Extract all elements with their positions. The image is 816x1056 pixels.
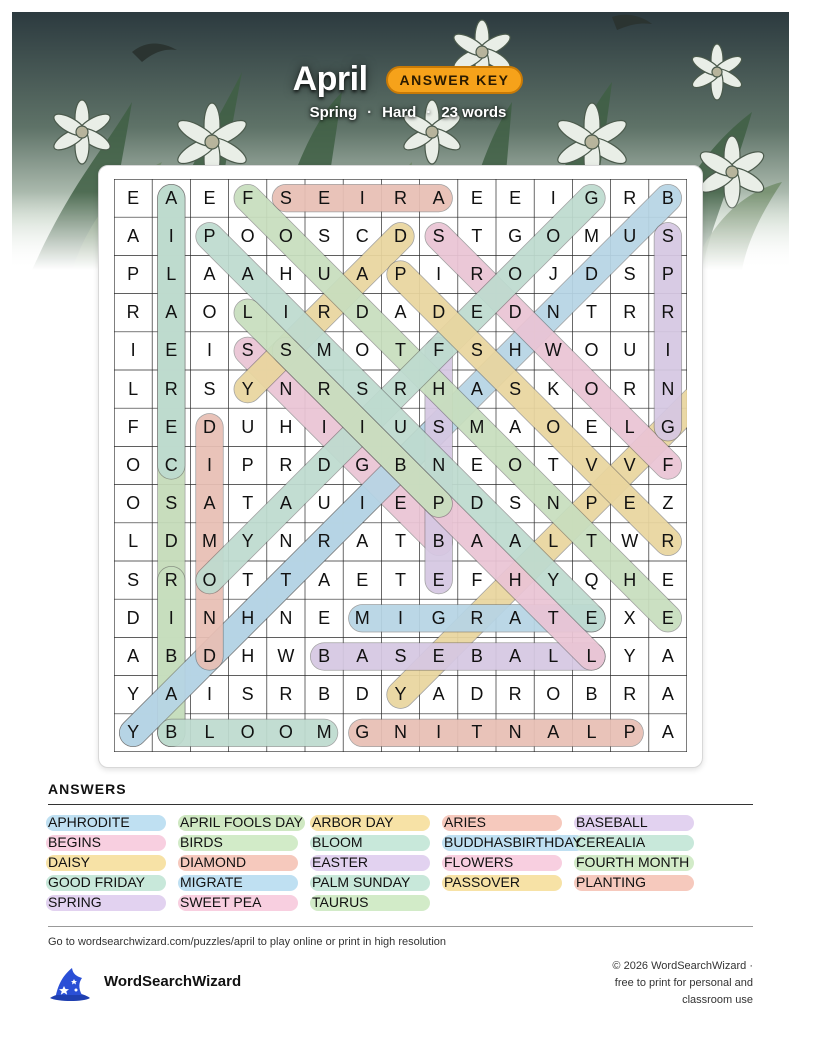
grid-cell: D [584,263,598,284]
grid-cell: I [359,187,365,208]
answer-label: MIGRATE [180,874,243,890]
grid-cell: B [165,645,178,666]
answer-word [312,832,363,852]
grid-cell: A [203,493,216,514]
grid-cell: G [660,416,675,437]
grid-cell: D [202,416,216,437]
grid-cell: P [585,493,598,514]
answer-word [48,832,101,852]
grid-cell: O [202,569,217,590]
answer-label: GOOD FRIDAY [48,874,145,890]
grid-cell: A [509,607,522,628]
grid-cell: R [164,378,178,399]
grid-cell: A [356,531,369,552]
grid-cell: N [546,493,560,514]
grid-cell: H [508,569,522,590]
grid-cell: M [583,225,599,246]
grid-cell: C [164,454,178,475]
grid-cell: I [436,722,442,743]
grid-cell: M [469,416,485,437]
answer-word [48,872,145,892]
word-search-grid [114,179,687,752]
grid-cell: A [661,645,674,666]
grid-cell: D [470,493,484,514]
grid-cell: B [661,187,674,208]
grid-cell: L [204,722,215,743]
grid-cell: H [623,569,637,590]
answer-label: BASEBALL [576,814,648,830]
answer-label: ARIES [444,814,487,830]
grid-cell: E [509,187,522,208]
answer-label: DAISY [48,854,91,870]
grid-cell: G [355,722,370,743]
grid-cell: C [355,225,369,246]
grid-cell: N [393,722,407,743]
grid-cell: T [242,493,254,514]
season-label: Spring [309,104,358,121]
grid-cell: G [431,607,446,628]
answer-label: APHRODITE [48,814,130,830]
grid-cell: R [508,684,522,705]
grid-cell: I [130,340,136,361]
grid-cell: M [316,722,332,743]
grid-cell: P [127,263,140,284]
grid-cell: I [206,454,212,475]
grid-cell: W [621,531,639,552]
grid-cell: T [242,569,254,590]
copyright-line: © 2026 WordSearchWizard · [612,960,753,972]
grid-cell: H [279,263,293,284]
grid-cell: S [127,569,140,590]
grid-cell: A [356,645,369,666]
grid-cell: R [623,187,637,208]
answer-label: PASSOVER [444,874,520,890]
grid-cell: E [432,645,445,666]
puzzle-meta [0,104,816,121]
difficulty-label: Hard [382,104,417,121]
answer-word [312,892,369,912]
grid-cell: H [432,378,446,399]
answer-label: APRIL FOOLS DAY [180,814,303,830]
grid-cell: I [206,684,212,705]
grid-cell: D [355,684,369,705]
grid-cell: D [432,302,446,323]
answer-word [180,832,223,852]
grid-cell: G [355,454,370,475]
grid-cell: L [586,645,597,666]
grid-cell: V [623,454,636,475]
grid-cell: Z [662,493,674,514]
grid-cell: A [165,187,178,208]
grid-cell: E [585,607,598,628]
grid-cell: R [661,302,675,323]
grid-cell: S [661,225,674,246]
grid-cell: A [661,722,674,743]
answer-label: BUDDHASBIRTHDAY [444,834,582,850]
grid-cell: S [241,340,254,361]
grid-cell: E [432,569,445,590]
meta-separator: · [367,104,373,121]
grid-cell: T [471,722,483,743]
grid-cell: E [318,607,331,628]
grid-cell: T [471,225,483,246]
grid-cell: S [509,378,522,399]
answer-word [576,852,689,872]
grid-cell: P [432,493,445,514]
grid-cell: S [470,340,483,361]
copyright-line: classroom use [682,994,753,1006]
answer-label: PALM SUNDAY [312,874,411,890]
grid-cell: N [546,302,560,323]
grid-cell: D [126,607,140,628]
grid-cell: G [584,187,599,208]
grid-cell: B [165,722,178,743]
grid-cell: H [279,416,293,437]
answer-word [180,852,246,872]
answer-label: TAURUS [312,894,369,910]
grid-cell: A [547,722,560,743]
answer-word [576,812,648,832]
grid-cell: D [317,454,331,475]
grid-cell: T [585,302,597,323]
grid-cell: U [393,416,407,437]
grid-cell: B [318,645,331,666]
grid-cell: B [432,531,445,552]
answer-label: PLANTING [576,874,647,890]
answer-word [576,872,646,892]
grid-cell: E [203,187,216,208]
grid-cell: T [585,531,597,552]
grid-cell: E [165,416,178,437]
grid-cell: E [127,187,140,208]
grid-cell: R [317,378,331,399]
grid-cell: B [394,454,407,475]
header-title-row [0,60,816,99]
grid-cell: P [241,454,254,475]
grid-cell: U [317,263,331,284]
wizard-hat-icon [46,964,94,1004]
grid-cell: R [623,684,637,705]
grid-cell: S [432,416,445,437]
grid-cell: O [278,722,293,743]
grid-cell: D [393,225,407,246]
grid-cell: N [279,378,293,399]
grid-cell: A [509,416,522,437]
answer-label: FLOWERS [444,854,514,870]
grid-cell: R [279,454,293,475]
grid-cell: R [393,187,407,208]
grid-cell: M [316,340,332,361]
answer-key-badge: ANSWER KEY [386,66,524,94]
grid-cell: N [432,454,446,475]
answers-heading: ANSWERS [48,781,127,797]
grid-cell: O [240,722,255,743]
grid-cell: Y [623,645,636,666]
grid-cell: H [241,645,255,666]
grid-cell: L [166,263,177,284]
answer-word [180,892,261,912]
answer-word [312,812,393,832]
answer-word [444,832,582,852]
grid-cell: I [436,263,442,284]
answer-label: EASTER [312,854,369,870]
grid-cell: A [356,263,369,284]
grid-cell: I [359,416,365,437]
grid-cell: D [164,531,178,552]
answer-word [312,852,368,872]
grid-cell: O [584,340,599,361]
copyright-line: free to print for personal and [614,977,753,989]
grid-cell: G [508,225,523,246]
copyright-notice [553,958,753,1009]
footer-link-text[interactable]: Go to wordsearchwizard.com/puzzles/april to play online or print in high resolution [48,936,447,948]
grid-cell: M [354,607,370,628]
grid-cell: A [509,531,522,552]
grid-cell: U [623,340,637,361]
grid-cell: F [471,569,483,590]
grid-cell: H [241,607,255,628]
answer-word [444,812,486,832]
grid-cell: D [202,645,216,666]
answers-divider [48,804,753,805]
grid-cell: I [321,416,327,437]
grid-cell: J [548,263,558,284]
answer-label: FOURTH MONTH [576,854,690,870]
grid-cell: O [546,225,561,246]
grid-cell: N [202,607,216,628]
answer-label: SWEET PEA [180,894,262,910]
grid-cell: O [202,302,217,323]
answer-word [444,872,520,892]
grid-cell: T [394,531,406,552]
answer-label: BIRDS [180,834,223,850]
grid-cell: S [279,340,292,361]
grid-cell: O [508,263,523,284]
grid-cell: A [432,187,445,208]
grid-cell: A [661,684,674,705]
grid-cell: R [279,684,293,705]
grid-cell: E [356,569,369,590]
grid-cell: E [394,493,407,514]
footer-divider [48,926,753,927]
grid-cell: N [279,531,293,552]
grid-cell: Y [241,531,254,552]
grid-cell: E [165,340,178,361]
grid-cell: L [242,302,253,323]
page-title: April [292,60,368,98]
grid-cell: S [165,493,178,514]
grid-cell: E [661,607,674,628]
grid-cell: B [318,684,331,705]
answer-word [576,832,645,852]
grid-cell: N [661,378,675,399]
grid-cell: S [623,263,636,284]
grid-cell: A [509,645,522,666]
grid-cell: F [433,340,445,361]
grid-cell: F [242,187,254,208]
grid-cell: O [546,684,561,705]
grid-cell: R [470,263,484,284]
grid-cell: B [585,684,598,705]
grid-cell: E [661,569,674,590]
grid-cell: S [279,187,292,208]
answer-label: ARBOR DAY [312,814,394,830]
grid-cell: L [128,378,139,399]
word-count-label: 23 words [441,104,507,121]
grid-cell: O [584,378,599,399]
grid-cell: A [318,569,331,590]
grid-cell: O [240,225,255,246]
grid-cell: Y [241,378,254,399]
grid-cell: P [661,263,674,284]
answer-word [444,852,513,872]
answer-label: BEGINS [48,834,101,850]
grid-cell: H [508,340,522,361]
answer-label: CEREALIA [576,834,646,850]
grid-cell: U [241,416,255,437]
grid-cell: T [280,569,292,590]
grid-cell: T [394,569,406,590]
grid-cell: W [277,645,295,666]
grid-cell: E [623,493,636,514]
grid-cell: I [665,340,671,361]
answer-word [180,812,303,832]
grid-cell: E [585,416,598,437]
grid-cell: S [241,684,254,705]
grid-cell: R [317,531,331,552]
answer-label: BLOOM [312,834,363,850]
grid-cell: O [508,454,523,475]
grid-cell: L [548,531,559,552]
grid-cell: S [432,225,445,246]
grid-cell: P [623,722,636,743]
grid-cell: I [206,340,212,361]
grid-cell: O [355,340,370,361]
grid-cell: A [241,263,254,284]
grid-cell: U [317,493,331,514]
grid-cell: E [470,187,483,208]
grid-cell: B [470,645,483,666]
grid-cell: K [547,378,560,399]
grid-cell: X [623,607,636,628]
grid-cell: L [128,531,139,552]
grid-cell: D [470,684,484,705]
grid-cell: R [623,302,637,323]
grid-cell: A [470,531,483,552]
grid-cell: E [470,302,483,323]
grid-cell: O [126,454,141,475]
answer-word [48,812,130,832]
meta-separator: · [426,104,432,121]
grid-cell: U [623,225,637,246]
grid-cell: I [283,302,289,323]
grid-cell: Y [127,722,140,743]
grid-cell: A [165,684,178,705]
grid-cell: Y [394,684,407,705]
grid-cell: L [624,416,635,437]
grid-cell: S [203,378,216,399]
grid-cell: S [356,378,369,399]
grid-cell: L [586,722,597,743]
grid-cell: F [127,416,139,437]
grid-cell: R [623,378,637,399]
grid-cell: A [279,493,292,514]
grid-cell: T [547,454,559,475]
grid-cell: A [394,302,407,323]
grid-cell: R [126,302,140,323]
grid-cell: O [126,493,141,514]
grid-cell: A [165,302,178,323]
answer-word [48,852,90,872]
grid-cell: N [279,607,293,628]
grid-cell: S [318,225,331,246]
grid-cell: A [127,225,140,246]
grid-cell: P [203,225,216,246]
grid-cell: R [470,607,484,628]
grid-cell: T [547,607,559,628]
grid-cell: Y [127,684,140,705]
grid-cell: R [164,569,178,590]
grid-cell: I [168,607,174,628]
grid-cell: A [127,645,140,666]
grid-cell: Q [584,569,599,590]
grid-cell: Y [547,569,560,590]
grid-cell: I [550,187,556,208]
grid-cell: V [585,454,598,475]
grid-cell: S [394,645,407,666]
grid-cell: O [278,225,293,246]
grid-cell: O [546,416,561,437]
grid-cell: A [470,378,483,399]
grid-cell: T [394,340,406,361]
grid-cell: D [355,302,369,323]
answer-word [48,892,102,912]
grid-cell: R [393,378,407,399]
grid-cell: I [397,607,403,628]
answer-label: SPRING [48,894,102,910]
grid-cell: M [201,531,217,552]
grid-cell: P [394,263,407,284]
grid-cell: E [318,187,331,208]
grid-cell: S [509,493,522,514]
grid-cell: N [508,722,522,743]
grid-cell: L [548,645,559,666]
answer-word [180,872,243,892]
grid-cell: E [470,454,483,475]
grid-cell: D [508,302,522,323]
grid-cell: F [662,454,674,475]
answer-label: DIAMOND [180,854,247,870]
grid-cell: R [661,531,675,552]
grid-cell: A [203,263,216,284]
grid-cell: W [544,340,562,361]
answer-word [312,872,410,892]
grid-cell: R [317,302,331,323]
grid-cell: I [168,225,174,246]
brand-name: WordSearchWizard [104,973,242,990]
grid-cell: A [432,684,445,705]
grid-cell: I [359,493,365,514]
